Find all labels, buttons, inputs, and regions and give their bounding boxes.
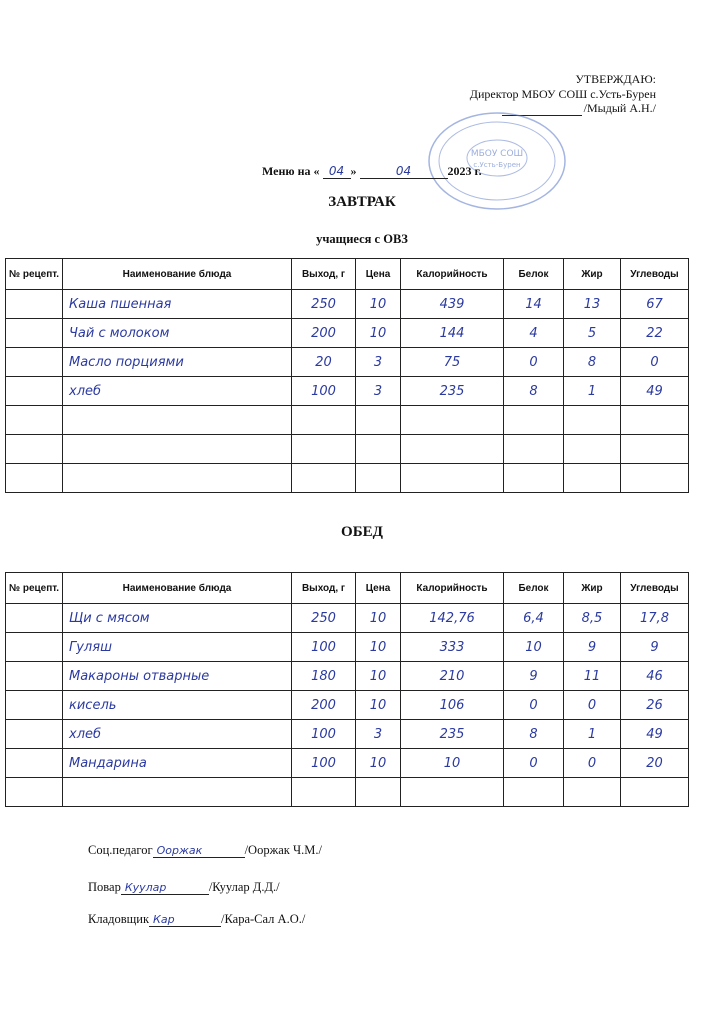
cell-fat: 8,5 [564, 604, 621, 633]
cell-carbs: 20 [621, 749, 689, 778]
lunch-table [5, 572, 689, 807]
menu-date-day: 04 [323, 164, 351, 179]
cell-protein: 14 [504, 290, 564, 319]
col-recipe: № рецепт. [6, 573, 63, 604]
cell-carbs [621, 435, 689, 464]
col-price: Цена [356, 259, 401, 290]
cell-calories [401, 406, 504, 435]
cell-name [63, 435, 292, 464]
cell-protein [504, 778, 564, 807]
svg-text:с.Усть-Бурен: с.Усть-Бурен [473, 161, 521, 169]
svg-text:МБОУ СОШ: МБОУ СОШ [470, 149, 524, 159]
cell-name: Щи с мясом [63, 604, 292, 633]
cell-recipe [6, 633, 63, 662]
cell-output: 200 [292, 319, 356, 348]
menu-date [262, 164, 482, 179]
cell-protein [504, 406, 564, 435]
cell-carbs: 17,8 [621, 604, 689, 633]
cell-fat: 5 [564, 319, 621, 348]
signature-role: Кладовщик [88, 912, 150, 926]
cell-fat [564, 435, 621, 464]
signature-line [121, 880, 209, 895]
cell-fat [564, 464, 621, 493]
handwritten-signature: Кар [153, 913, 175, 926]
table-row [6, 691, 689, 720]
cell-carbs: 49 [621, 720, 689, 749]
cell-name: Каша пшенная [63, 290, 292, 319]
approval-director-name: /Мыдый А.Н./ [583, 101, 656, 115]
lunch-header-row [6, 573, 689, 604]
cell-recipe [6, 319, 63, 348]
col-protein: Белок [504, 259, 564, 290]
breakfast-header-row [6, 259, 689, 290]
cell-price: 10 [356, 290, 401, 319]
cell-fat: 1 [564, 720, 621, 749]
signature-role: Соц.педагог [88, 843, 153, 857]
menu-date-prefix: Меню на « [262, 164, 320, 178]
breakfast-title: ЗАВТРАК [328, 194, 396, 210]
cell-output [292, 406, 356, 435]
cell-output: 250 [292, 604, 356, 633]
cell-calories [401, 435, 504, 464]
cell-protein: 4 [504, 319, 564, 348]
col-price: Цена [356, 573, 401, 604]
cell-output [292, 778, 356, 807]
cell-protein: 9 [504, 662, 564, 691]
cell-fat: 9 [564, 633, 621, 662]
signature-name: /Кара-Сал А.О./ [221, 912, 306, 926]
cell-fat: 11 [564, 662, 621, 691]
col-calories: Калорийность [401, 573, 504, 604]
cell-fat: 0 [564, 749, 621, 778]
cell-protein: 8 [504, 377, 564, 406]
cell-price: 3 [356, 348, 401, 377]
menu-date-mid: » [350, 164, 357, 178]
cell-name: Масло порциями [63, 348, 292, 377]
cell-output: 100 [292, 633, 356, 662]
signature-storekeeper [88, 912, 305, 927]
table-row [6, 348, 689, 377]
cell-carbs: 67 [621, 290, 689, 319]
cell-price [356, 778, 401, 807]
cell-protein [504, 464, 564, 493]
cell-name: хлеб [63, 377, 292, 406]
cell-carbs: 0 [621, 348, 689, 377]
cell-calories: 439 [401, 290, 504, 319]
cell-carbs [621, 778, 689, 807]
cell-price: 3 [356, 377, 401, 406]
signature-social-teacher [88, 843, 322, 858]
cell-carbs [621, 406, 689, 435]
menu-date-month: 04 [360, 164, 448, 179]
cell-recipe [6, 691, 63, 720]
cell-calories: 142,76 [401, 604, 504, 633]
cell-recipe [6, 464, 63, 493]
cell-output: 100 [292, 749, 356, 778]
table-row [6, 720, 689, 749]
cell-calories: 235 [401, 720, 504, 749]
cell-output: 250 [292, 290, 356, 319]
cell-recipe [6, 662, 63, 691]
col-protein: Белок [504, 573, 564, 604]
approval-title: УТВЕРЖДАЮ: [575, 72, 656, 86]
table-row [6, 464, 689, 493]
cell-recipe [6, 720, 63, 749]
cell-price [356, 435, 401, 464]
cell-output [292, 435, 356, 464]
cell-carbs: 49 [621, 377, 689, 406]
cell-name: хлеб [63, 720, 292, 749]
col-output: Выход, г [292, 573, 356, 604]
table-row [6, 749, 689, 778]
table-row [6, 319, 689, 348]
cell-calories [401, 778, 504, 807]
cell-name: Макароны отварные [63, 662, 292, 691]
table-row [6, 662, 689, 691]
signature-line [153, 843, 245, 858]
signature-name: /Куулар Д.Д./ [208, 880, 280, 894]
col-name: Наименование блюда [63, 573, 292, 604]
cell-fat [564, 406, 621, 435]
cell-protein: 0 [504, 348, 564, 377]
table-row [6, 290, 689, 319]
col-calories: Калорийность [401, 259, 504, 290]
cell-recipe [6, 348, 63, 377]
menu-date-suffix: 2023 г. [447, 164, 482, 178]
col-recipe: № рецепт. [6, 259, 63, 290]
table-row [6, 604, 689, 633]
cell-fat: 1 [564, 377, 621, 406]
cell-calories: 10 [401, 749, 504, 778]
cell-name: кисель [63, 691, 292, 720]
cell-price: 3 [356, 720, 401, 749]
cell-protein: 10 [504, 633, 564, 662]
cell-output: 100 [292, 377, 356, 406]
cell-price [356, 406, 401, 435]
cell-recipe [6, 435, 63, 464]
cell-protein: 6,4 [504, 604, 564, 633]
cell-name: Мандарина [63, 749, 292, 778]
signature-line [149, 912, 221, 927]
cell-fat [564, 778, 621, 807]
cell-fat: 8 [564, 348, 621, 377]
table-row [6, 435, 689, 464]
table-row [6, 633, 689, 662]
cell-output: 180 [292, 662, 356, 691]
cell-carbs [621, 464, 689, 493]
cell-calories: 75 [401, 348, 504, 377]
table-row [6, 406, 689, 435]
cell-name [63, 778, 292, 807]
cell-recipe [6, 406, 63, 435]
cell-protein: 0 [504, 691, 564, 720]
cell-protein: 0 [504, 749, 564, 778]
cell-name [63, 464, 292, 493]
cell-recipe [6, 290, 63, 319]
cell-price: 10 [356, 662, 401, 691]
cell-name: Гуляш [63, 633, 292, 662]
cell-output [292, 464, 356, 493]
col-fat: Жир [564, 259, 621, 290]
col-fat: Жир [564, 573, 621, 604]
cell-price: 10 [356, 319, 401, 348]
approval-position: Директор МБОУ СОШ с.Усть-Бурен [469, 86, 656, 101]
cell-protein: 8 [504, 720, 564, 749]
cell-carbs: 22 [621, 319, 689, 348]
cell-calories: 106 [401, 691, 504, 720]
col-carbs: Углеводы [621, 573, 689, 604]
cell-protein [504, 435, 564, 464]
lunch-title: ОБЕД [341, 524, 383, 540]
cell-carbs: 9 [621, 633, 689, 662]
cell-calories: 333 [401, 633, 504, 662]
col-output: Выход, г [292, 259, 356, 290]
cell-calories: 144 [401, 319, 504, 348]
signature-name: /Ооржак Ч.М./ [244, 843, 322, 857]
cell-name [63, 406, 292, 435]
cell-output: 100 [292, 720, 356, 749]
cell-calories [401, 464, 504, 493]
cell-fat: 0 [564, 691, 621, 720]
cell-price: 10 [356, 691, 401, 720]
cell-recipe [6, 377, 63, 406]
cell-output: 20 [292, 348, 356, 377]
cell-name: Чай с молоком [63, 319, 292, 348]
handwritten-signature: Куулар [124, 881, 167, 894]
cell-price: 10 [356, 633, 401, 662]
cell-price [356, 464, 401, 493]
table-row [6, 778, 689, 807]
handwritten-signature: Ооржак [156, 844, 203, 857]
cell-fat: 13 [564, 290, 621, 319]
cell-price: 10 [356, 749, 401, 778]
cell-carbs: 46 [621, 662, 689, 691]
signature-role: Повар [88, 880, 121, 894]
col-name: Наименование блюда [63, 259, 292, 290]
table-row [6, 377, 689, 406]
cell-recipe [6, 778, 63, 807]
cell-price: 10 [356, 604, 401, 633]
signature-cook [88, 880, 280, 895]
cell-calories: 210 [401, 662, 504, 691]
cell-output: 200 [292, 691, 356, 720]
col-carbs: Углеводы [621, 259, 689, 290]
cell-recipe [6, 604, 63, 633]
breakfast-subtitle: учащиеся с ОВЗ [316, 232, 408, 246]
cell-calories: 235 [401, 377, 504, 406]
cell-recipe [6, 749, 63, 778]
breakfast-table [5, 258, 689, 493]
cell-carbs: 26 [621, 691, 689, 720]
